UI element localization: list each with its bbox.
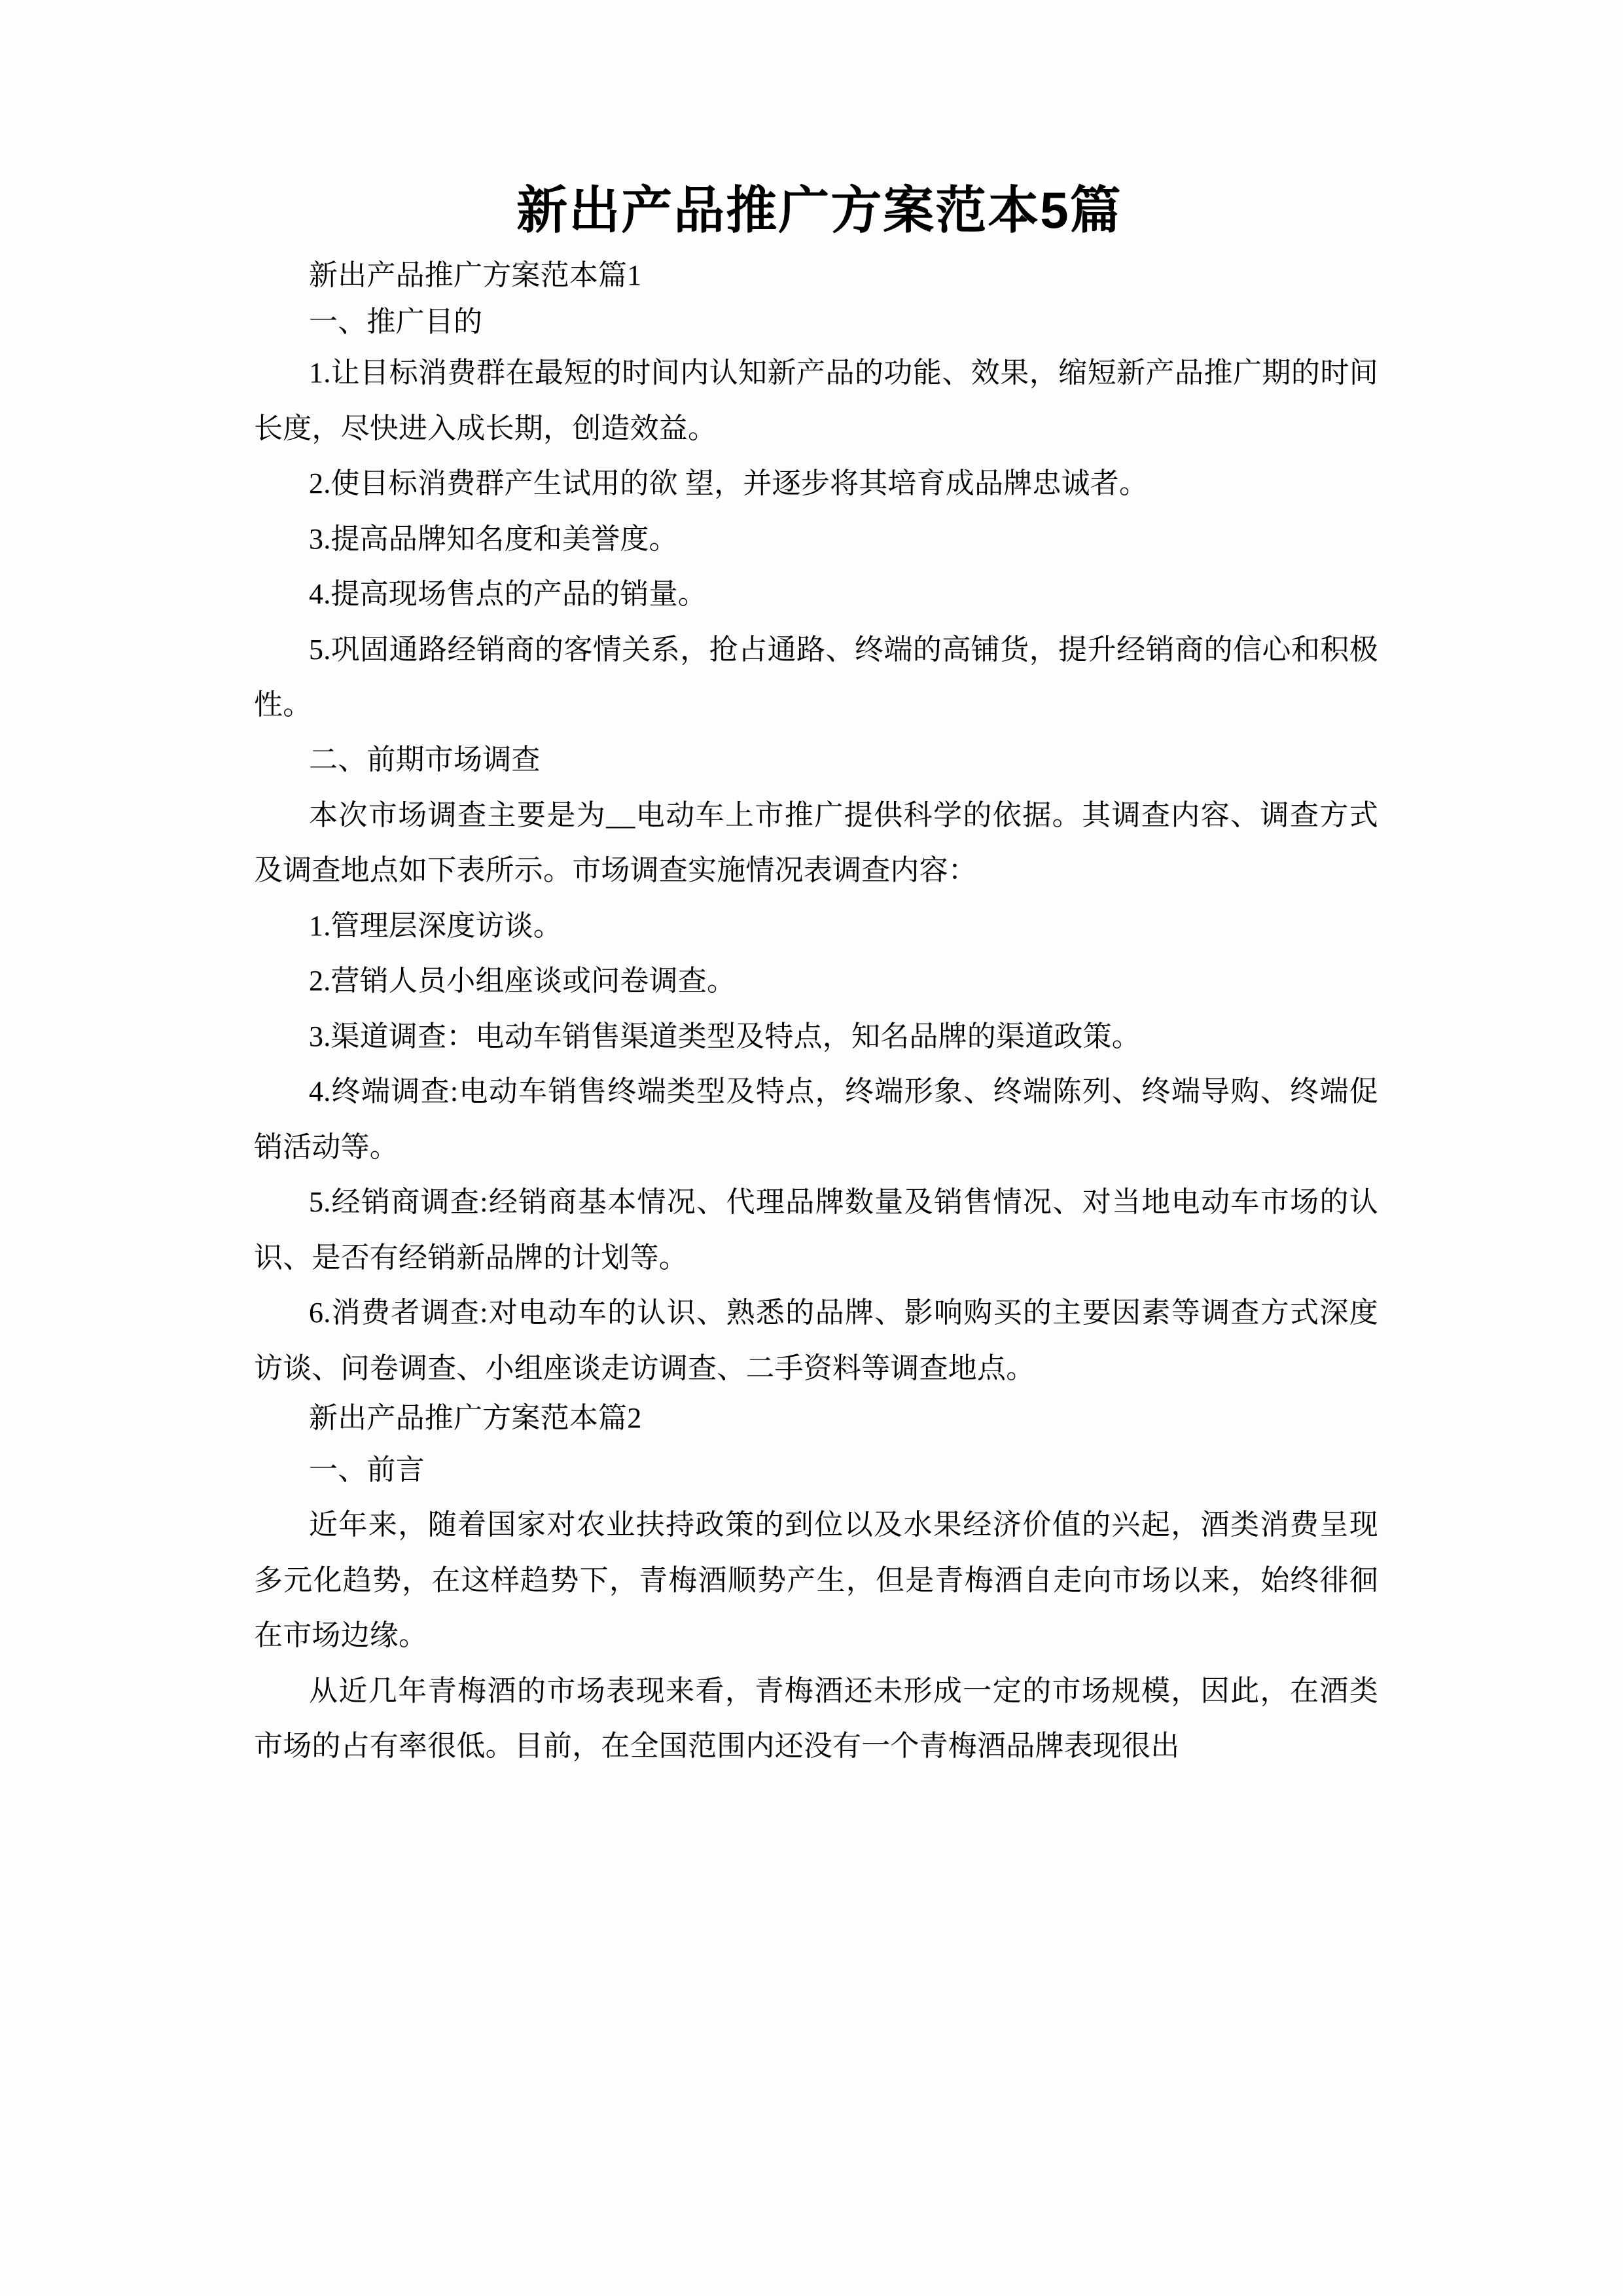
list-item-research-1: 1.管理层深度访谈。 [309,909,562,942]
document-content [254,177,1378,1774]
paragraph-preface-2: 从近几年青梅酒的市场表现来看，青梅酒还未形成一定的市场规模，因此，在酒类市场的占有率很低。目前，在全国范围内还没有一个青梅酒品牌表现很出 [254,1674,1378,1763]
page-title: 新出产品推广方案范本5篇 [516,181,1122,239]
list-item-goal-5: 5.巩固通路经销商的客情关系，抢占通路、终端的高铺货，提升经销商的信心和积极性。 [254,633,1378,721]
paragraph-market-research-intro: 本次市场调查主要是为__电动车上市推广提供科学的依据。其调查内容、调查方式及调查地点如下表所示。市场调查实施情况表调查内容： [254,798,1378,887]
list-item-goal-4: 4.提高现场售点的产品的销量。 [309,578,707,611]
list-item-research-5: 5.经销商调查:经销商基本情况、代理品牌数量及销售情况、对当地电动车市场的认识、是否有经销新品牌的计划等。 [254,1186,1378,1274]
list-item-research-4: 4.终端调查:电动车销售终端类型及特点，终端形象、终端陈列、终端导购、终端促销活动等。 [254,1075,1378,1163]
list-item-research-2: 2.营销人员小组座谈或问卷调查。 [309,965,736,997]
list-item-goal-1: 1.让目标消费群在最短的时间内认知新产品的功能、效果，缩短新产品推广期的时间长度，尽快进入成长期，创造效益。 [254,357,1378,444]
section-heading-pian1: 新出产品推广方案范本篇1 [309,259,642,291]
list-item-goal-3: 3.提高品牌知名度和美誉度。 [309,522,678,555]
paragraph-preface-1: 近年来，随着国家对农业扶持政策的到位以及水果经济价值的兴起，酒类消费呈现多元化趋势，在这样趋势下，青梅酒顺势产生，但是青梅酒自走向市场以来，始终徘徊在市场边缘。 [254,1509,1378,1652]
section-heading-market-research: 二、前期市场调查 [309,744,541,776]
list-item-goal-2: 2.使目标消费群产生试用的欲 望，并逐步将其培育成品牌忠诚者。 [309,467,1149,500]
section-heading-pian2: 新出产品推广方案范本篇2 [309,1402,642,1435]
section-heading-preface: 一、前言 [309,1453,425,1486]
list-item-research-3: 3.渠道调查：电动车销售渠道类型及特点，知名品牌的渠道政策。 [309,1020,1141,1052]
list-item-research-6: 6.消费者调查:对电动车的认识、熟悉的品牌、影响购买的主要因素等调查方式深度访谈、问卷调查、小组座谈走访调查、二手资料等调查地点。 [254,1297,1378,1384]
section-heading-goal: 一、推广目的 [309,305,483,338]
